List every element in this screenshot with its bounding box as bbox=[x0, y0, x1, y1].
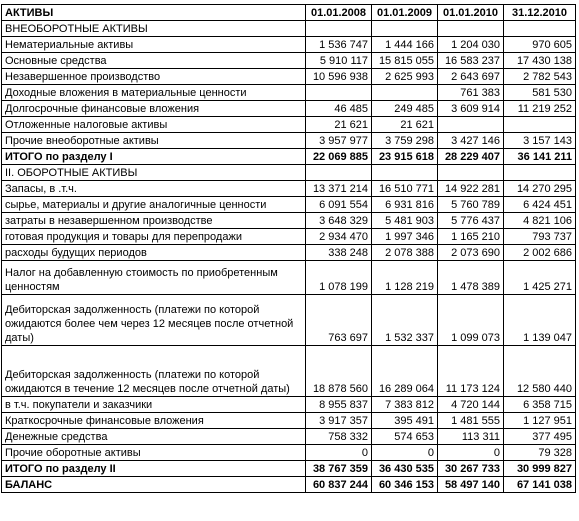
header-date-2009: 01.01.2009 bbox=[372, 5, 438, 21]
cell-value-2008: 3 957 977 bbox=[306, 133, 372, 149]
cell-value-2008: 1 078 199 bbox=[306, 261, 372, 295]
cell-value-2010: 1 099 073 bbox=[438, 295, 504, 346]
cell-value-end-2010: 11 219 252 bbox=[504, 101, 576, 117]
header-date-end-2010: 31.12.2010 bbox=[504, 5, 576, 21]
cell-value-end-2010 bbox=[504, 165, 576, 181]
cell-value-end-2010: 67 141 038 bbox=[504, 477, 576, 493]
cell-value-2009 bbox=[372, 85, 438, 101]
row-label: Доходные вложения в материальные ценности bbox=[2, 85, 306, 101]
cell-value-2010: 1 204 030 bbox=[438, 37, 504, 53]
cell-value-2010: 58 497 140 bbox=[438, 477, 504, 493]
row-label: Долгосрочные финансовые вложения bbox=[2, 101, 306, 117]
cell-value-2008: 13 371 214 bbox=[306, 181, 372, 197]
cell-value-2010: 2 643 697 bbox=[438, 69, 504, 85]
cell-value-2010: 1 165 210 bbox=[438, 229, 504, 245]
cell-value-end-2010: 4 821 106 bbox=[504, 213, 576, 229]
cell-value-2010 bbox=[438, 21, 504, 37]
table-row bbox=[2, 85, 576, 101]
cell-value-2008: 46 485 bbox=[306, 101, 372, 117]
section-label: II. ОБОРОТНЫЕ АКТИВЫ bbox=[2, 165, 306, 181]
table-row bbox=[2, 429, 576, 445]
cell-value-2010 bbox=[438, 165, 504, 181]
cell-value-2010: 113 311 bbox=[438, 429, 504, 445]
cell-value-2010: 3 427 146 bbox=[438, 133, 504, 149]
cell-value-2009: 249 485 bbox=[372, 101, 438, 117]
cell-value-2009: 6 931 816 bbox=[372, 197, 438, 213]
cell-value-2008: 763 697 bbox=[306, 295, 372, 346]
cell-value-end-2010: 970 605 bbox=[504, 37, 576, 53]
cell-value-2010: 1 481 555 bbox=[438, 413, 504, 429]
table-row bbox=[2, 53, 576, 69]
cell-value-2009: 5 481 903 bbox=[372, 213, 438, 229]
row-label: Незавершенное производство bbox=[2, 69, 306, 85]
row-label: сырье, материалы и другие аналогичные ценности bbox=[2, 197, 306, 213]
row-label: Запасы, в .т.ч. bbox=[2, 181, 306, 197]
cell-value-2010: 761 383 bbox=[438, 85, 504, 101]
cell-value-end-2010: 1 127 951 bbox=[504, 413, 576, 429]
cell-value-end-2010: 6 358 715 bbox=[504, 397, 576, 413]
cell-value-end-2010: 581 530 bbox=[504, 85, 576, 101]
cell-value-2009: 3 759 298 bbox=[372, 133, 438, 149]
row-label: затраты в незавершенном производстве bbox=[2, 213, 306, 229]
cell-value-end-2010: 793 737 bbox=[504, 229, 576, 245]
cell-value-2009: 36 430 535 bbox=[372, 461, 438, 477]
header-assets-label: АКТИВЫ bbox=[2, 5, 306, 21]
cell-value-2009: 1 532 337 bbox=[372, 295, 438, 346]
row-label: Денежные средства bbox=[2, 429, 306, 445]
row-label: расходы будущих периодов bbox=[2, 245, 306, 261]
cell-value-2008: 3 648 329 bbox=[306, 213, 372, 229]
cell-value-2010 bbox=[438, 117, 504, 133]
cell-value-2008: 758 332 bbox=[306, 429, 372, 445]
row-label: Дебиторская задолженность (платежи по которой ожидаются в течение 12 месяцев после отчетной даты) bbox=[2, 346, 306, 397]
table-row bbox=[2, 229, 576, 245]
cell-value-2010: 3 609 914 bbox=[438, 101, 504, 117]
cell-value-end-2010: 30 999 827 bbox=[504, 461, 576, 477]
cell-value-2009: 1 128 219 bbox=[372, 261, 438, 295]
cell-value-2009: 23 915 618 bbox=[372, 149, 438, 165]
row-label: Прочие оборотные активы bbox=[2, 445, 306, 461]
cell-value-2008 bbox=[306, 165, 372, 181]
header-date-2010: 01.01.2010 bbox=[438, 5, 504, 21]
cell-value-2008: 18 878 560 bbox=[306, 346, 372, 397]
cell-value-2010: 14 922 281 bbox=[438, 181, 504, 197]
cell-value-2008: 5 910 117 bbox=[306, 53, 372, 69]
cell-value-end-2010 bbox=[504, 21, 576, 37]
row-label: Краткосрочные финансовые вложения bbox=[2, 413, 306, 429]
cell-value-2010: 0 bbox=[438, 445, 504, 461]
cell-value-2009: 1 997 346 bbox=[372, 229, 438, 245]
cell-value-end-2010: 79 328 bbox=[504, 445, 576, 461]
header-row bbox=[2, 5, 576, 21]
section-row bbox=[2, 165, 576, 181]
cell-value-2008: 0 bbox=[306, 445, 372, 461]
cell-value-2008 bbox=[306, 21, 372, 37]
row-label: Основные средства bbox=[2, 53, 306, 69]
cell-value-end-2010: 1 425 271 bbox=[504, 261, 576, 295]
row-label: Нематериальные активы bbox=[2, 37, 306, 53]
cell-value-2008: 22 069 885 bbox=[306, 149, 372, 165]
cell-value-2008: 1 536 747 bbox=[306, 37, 372, 53]
table-row bbox=[2, 197, 576, 213]
cell-value-end-2010: 12 580 440 bbox=[504, 346, 576, 397]
row-label: Дебиторская задолженность (платежи по которой ожидаются более чем через 12 месяцев после отчетной даты) bbox=[2, 295, 306, 346]
cell-value-2008: 338 248 bbox=[306, 245, 372, 261]
cell-value-2008: 3 917 357 bbox=[306, 413, 372, 429]
cell-value-2008: 2 934 470 bbox=[306, 229, 372, 245]
cell-value-2008 bbox=[306, 85, 372, 101]
table-row bbox=[2, 346, 576, 397]
cell-value-2010: 2 073 690 bbox=[438, 245, 504, 261]
row-label: Прочие внеоборотные активы bbox=[2, 133, 306, 149]
cell-value-2010: 30 267 733 bbox=[438, 461, 504, 477]
table-row bbox=[2, 261, 576, 295]
cell-value-end-2010: 6 424 451 bbox=[504, 197, 576, 213]
cell-value-2009: 0 bbox=[372, 445, 438, 461]
balance-sheet-body bbox=[2, 5, 576, 493]
total-row bbox=[2, 477, 576, 493]
row-label: в т.ч. покупатели и заказчики bbox=[2, 397, 306, 413]
section-row bbox=[2, 21, 576, 37]
cell-value-end-2010: 36 141 211 bbox=[504, 149, 576, 165]
cell-value-2010: 1 478 389 bbox=[438, 261, 504, 295]
row-label: ИТОГО по разделу II bbox=[2, 461, 306, 477]
cell-value-2009: 21 621 bbox=[372, 117, 438, 133]
cell-value-2009: 395 491 bbox=[372, 413, 438, 429]
cell-value-end-2010: 14 270 295 bbox=[504, 181, 576, 197]
table-row bbox=[2, 445, 576, 461]
header-date-2008: 01.01.2008 bbox=[306, 5, 372, 21]
cell-value-2009: 16 510 771 bbox=[372, 181, 438, 197]
cell-value-2010: 28 229 407 bbox=[438, 149, 504, 165]
cell-value-2009: 2 625 993 bbox=[372, 69, 438, 85]
table-row bbox=[2, 245, 576, 261]
cell-value-2008: 21 621 bbox=[306, 117, 372, 133]
table-row bbox=[2, 295, 576, 346]
cell-value-end-2010: 17 430 138 bbox=[504, 53, 576, 69]
cell-value-2009 bbox=[372, 21, 438, 37]
row-label: Налог на добавленную стоимость по приобретенным ценностям bbox=[2, 261, 306, 295]
row-label: ИТОГО по разделу I bbox=[2, 149, 306, 165]
row-label: Отложенные налоговые активы bbox=[2, 117, 306, 133]
table-row bbox=[2, 69, 576, 85]
cell-value-2010: 5 760 789 bbox=[438, 197, 504, 213]
cell-value-2009: 2 078 388 bbox=[372, 245, 438, 261]
cell-value-end-2010: 2 002 686 bbox=[504, 245, 576, 261]
cell-value-2008: 8 955 837 bbox=[306, 397, 372, 413]
cell-value-2009: 15 815 055 bbox=[372, 53, 438, 69]
table-row bbox=[2, 181, 576, 197]
table-row bbox=[2, 101, 576, 117]
section-label: ВНЕОБОРОТНЫЕ АКТИВЫ bbox=[2, 21, 306, 37]
cell-value-2010: 5 776 437 bbox=[438, 213, 504, 229]
balance-sheet-table bbox=[1, 4, 576, 493]
cell-value-end-2010: 1 139 047 bbox=[504, 295, 576, 346]
cell-value-2008: 38 767 359 bbox=[306, 461, 372, 477]
table-row bbox=[2, 117, 576, 133]
cell-value-end-2010 bbox=[504, 117, 576, 133]
row-label: готовая продукция и товары для перепродажи bbox=[2, 229, 306, 245]
table-row bbox=[2, 213, 576, 229]
cell-value-2008: 10 596 938 bbox=[306, 69, 372, 85]
cell-value-2010: 16 583 237 bbox=[438, 53, 504, 69]
cell-value-2010: 11 173 124 bbox=[438, 346, 504, 397]
cell-value-2009: 60 346 153 bbox=[372, 477, 438, 493]
table-row bbox=[2, 397, 576, 413]
cell-value-2009: 1 444 166 bbox=[372, 37, 438, 53]
cell-value-2009: 16 289 064 bbox=[372, 346, 438, 397]
cell-value-end-2010: 2 782 543 bbox=[504, 69, 576, 85]
cell-value-2008: 6 091 554 bbox=[306, 197, 372, 213]
cell-value-end-2010: 377 495 bbox=[504, 429, 576, 445]
cell-value-end-2010: 3 157 143 bbox=[504, 133, 576, 149]
cell-value-2009: 574 653 bbox=[372, 429, 438, 445]
total-row bbox=[2, 149, 576, 165]
cell-value-2009: 7 383 812 bbox=[372, 397, 438, 413]
table-row bbox=[2, 413, 576, 429]
total-row bbox=[2, 461, 576, 477]
cell-value-2010: 4 720 144 bbox=[438, 397, 504, 413]
cell-value-2008: 60 837 244 bbox=[306, 477, 372, 493]
table-row bbox=[2, 133, 576, 149]
cell-value-2009 bbox=[372, 165, 438, 181]
row-label: БАЛАНС bbox=[2, 477, 306, 493]
table-row bbox=[2, 37, 576, 53]
